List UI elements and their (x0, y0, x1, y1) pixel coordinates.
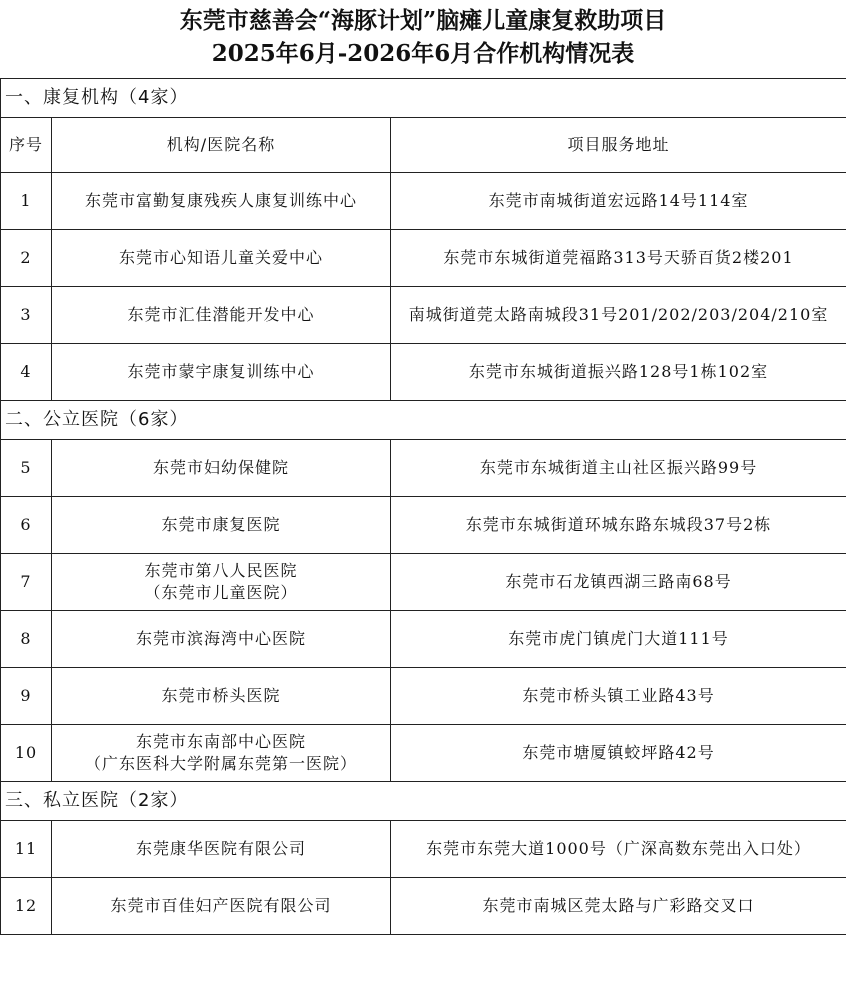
service-address: 东莞市东城街道环城东路东城段37号2栋 (391, 497, 846, 554)
institution-name: 东莞市滨海湾中心医院 (135, 629, 306, 648)
institution-alias: （东莞市儿童医院） (144, 583, 298, 602)
service-address: 东莞市东城街道主山社区振兴路99号 (391, 440, 846, 497)
section-heading-row (1, 401, 846, 440)
institution-name-cell (52, 440, 391, 497)
table-header-row (1, 118, 846, 173)
service-address: 东莞市南城区莞太路与广彩路交叉口 (391, 878, 846, 935)
section-heading-rehab (1, 79, 846, 118)
table-row (1, 230, 846, 287)
institution-name-cell (52, 611, 391, 668)
table-row (1, 440, 846, 497)
section-heading-row (1, 782, 846, 821)
row-number: 5 (1, 440, 52, 497)
service-address: 东莞市塘厦镇蛟坪路42号 (391, 725, 846, 782)
institution-name-cell (52, 497, 391, 554)
row-number: 7 (1, 554, 52, 611)
service-address: 东莞市南城街道宏远路14号114室 (391, 173, 846, 230)
institution-name: 东莞市蒙宇康复训练中心 (127, 362, 315, 381)
row-number: 10 (1, 725, 52, 782)
section-heading: 一、康复机构（4家） (1, 79, 846, 118)
table-row (1, 725, 846, 782)
institution-name-cell (52, 878, 391, 935)
row-number: 6 (1, 497, 52, 554)
section-heading: 三、私立医院（2家） (1, 782, 846, 821)
row-number: 9 (1, 668, 52, 725)
table-row (1, 554, 846, 611)
table-row (1, 173, 846, 230)
table-row (1, 287, 846, 344)
institution-name: 东莞市妇幼保健院 (152, 458, 289, 477)
header-no: 序号 (1, 118, 52, 173)
row-number: 3 (1, 287, 52, 344)
institution-name-cell (52, 668, 391, 725)
institution-name-cell (52, 821, 391, 878)
row-number: 8 (1, 611, 52, 668)
service-address: 东莞市石龙镇西湖三路南68号 (391, 554, 846, 611)
institution-name: 东莞市富勤复康残疾人康复训练中心 (84, 191, 357, 210)
institution-name-cell (52, 725, 391, 782)
table-row (1, 611, 846, 668)
institution-name: 东莞市东南部中心医院 (135, 732, 306, 751)
institution-table (0, 78, 846, 935)
row-number: 12 (1, 878, 52, 935)
institution-name: 东莞市第八人民医院 (144, 561, 298, 580)
service-address: 东莞市东城街道莞福路313号天骄百货2楼201 (391, 230, 846, 287)
institution-alias: （广东医科大学附属东莞第一医院） (84, 754, 357, 773)
service-address: 东莞市虎门镇虎门大道111号 (391, 611, 846, 668)
table-row (1, 821, 846, 878)
institution-name: 东莞康华医院有限公司 (135, 839, 306, 858)
title-line-2: 2025年6月-2026年6月合作机构情况表 (211, 40, 635, 67)
table-row (1, 668, 846, 725)
row-number: 2 (1, 230, 52, 287)
header-name: 机构/医院名称 (52, 118, 391, 173)
service-address: 东莞市东城街道振兴路128号1栋102室 (391, 344, 846, 401)
header-address: 项目服务地址 (391, 118, 846, 173)
table-row (1, 878, 846, 935)
row-number: 1 (1, 173, 52, 230)
institution-name: 东莞市汇佳潜能开发中心 (127, 305, 315, 324)
institution-name: 东莞市百佳妇产医院有限公司 (110, 896, 332, 915)
service-address: 南城街道莞太路南城段31号201/202/203/204/210室 (391, 287, 846, 344)
section-heading: 二、公立医院（6家） (1, 401, 846, 440)
institution-name: 东莞市心知语儿童关爱中心 (118, 248, 323, 267)
service-address: 东莞市桥头镇工业路43号 (391, 668, 846, 725)
institution-name-cell (52, 173, 391, 230)
document-title (0, 0, 846, 72)
row-number: 4 (1, 344, 52, 401)
institution-name-cell (52, 554, 391, 611)
table-row (1, 344, 846, 401)
row-number: 11 (1, 821, 52, 878)
table-row (1, 497, 846, 554)
institution-name: 东莞市桥头医院 (161, 686, 281, 705)
institution-name: 东莞市康复医院 (161, 515, 281, 534)
institution-name-cell (52, 344, 391, 401)
service-address: 东莞市东莞大道1000号（广深高数东莞出入口处） (391, 821, 846, 878)
institution-name-cell (52, 230, 391, 287)
title-line-1: 东莞市慈善会“海豚计划”脑瘫儿童康复救助项目 (179, 7, 667, 34)
institution-name-cell (52, 287, 391, 344)
